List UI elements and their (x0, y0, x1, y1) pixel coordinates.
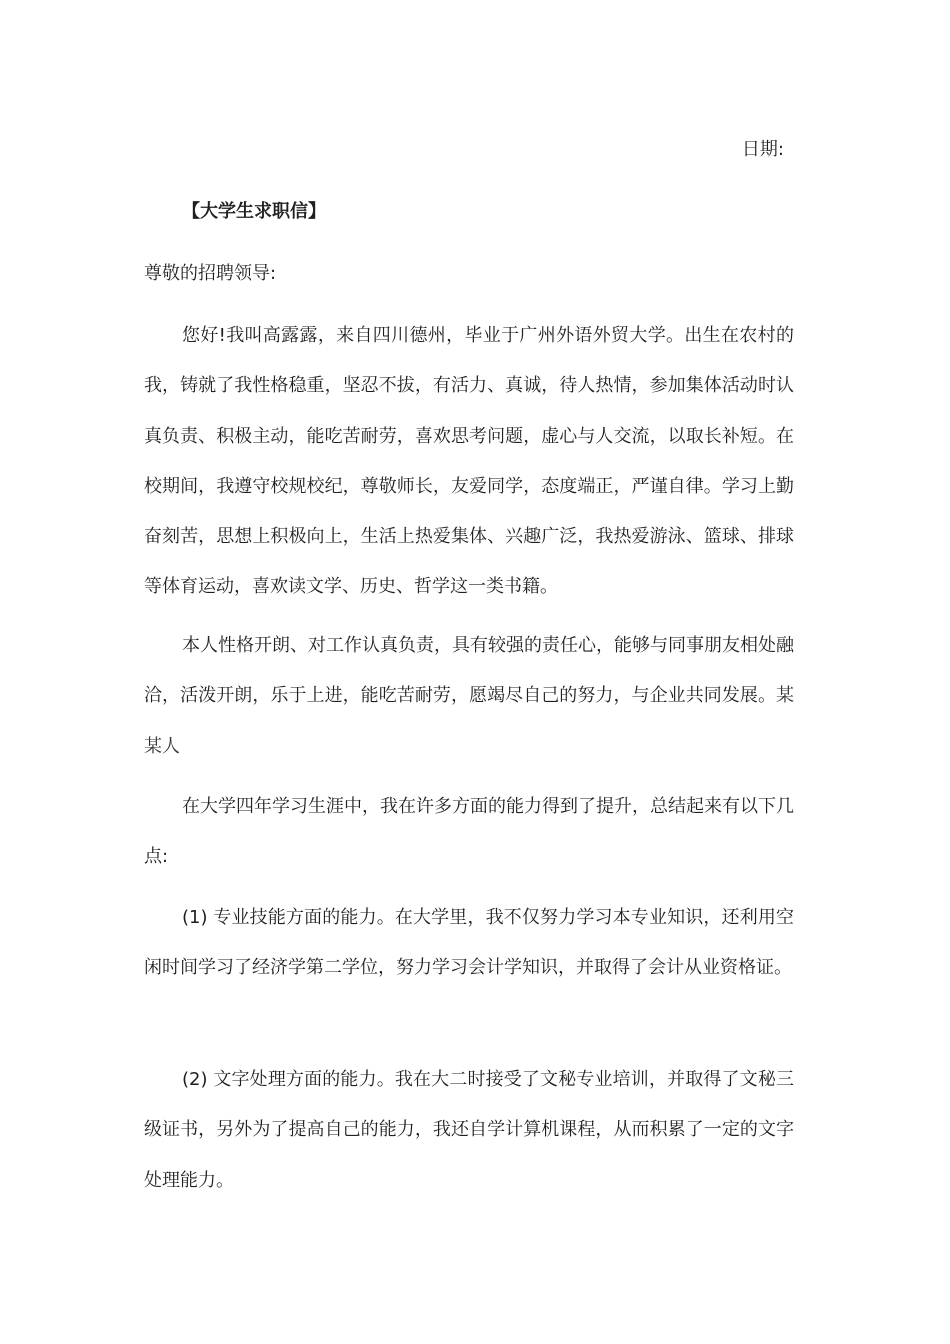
paragraph-personality-text: 本人性格开朗、对工作认真负责，具有较强的责任心，能够与同事朋友相处融洽，活泼开朗，乐于上进，能吃苦耐劳，愿竭尽自己的努力，与企业共同发展。 (144, 635, 794, 707)
paragraph-writing-skills: (2) 文字处理方面的能力。我在大二时接受了文秘专业培训，并取得了文秘三级证书，另外为了提高自己的能力，我还自学计算机课程，从而积累了一定的文字处理能力。 (144, 1069, 794, 1191)
paragraph-professional-skills: (1) 专业技能方面的能力。在大学里，我不仅努力学习本专业知识，还利用空闲时间学习了经济学第二学位，努力学习会计学知识，并取得了会计从业资格证。 (144, 907, 794, 979)
signature-name-text: 某某人 (144, 685, 794, 757)
date-label: 日期: (741, 139, 784, 160)
paragraph-abilities-intro: 在大学四年学习生涯中，我在许多方面的能力得到了提升，总结起来有以下几点: (144, 796, 794, 868)
paragraph-personality (144, 621, 794, 772)
salutation: 尊敬的招聘领导: (144, 263, 277, 284)
letter-title: 【大学生求职信】 (182, 201, 326, 222)
paragraph-introduction: 您好!我叫高露露，来自四川德州，毕业于广州外语外贸大学。出生在农村的我，铸就了我性格稳重，坚忍不拔，有活力、真诚，待人热情，参加集体活动时认真负责、积极主动，能吃苦耐劳，喜欢思考问题，虚心与人交流，以取长补短。在校期间，我遵守校规校纪，尊敬师长，友爱同学，态度端正，严谨自律。学习上勤奋刻苦，思想上积极向上，生活上热爱集体、兴趣广泛，我热爱游泳、篮球、排球等体育运动，喜欢读文学、历史、哲学这一类书籍。 (144, 325, 794, 598)
